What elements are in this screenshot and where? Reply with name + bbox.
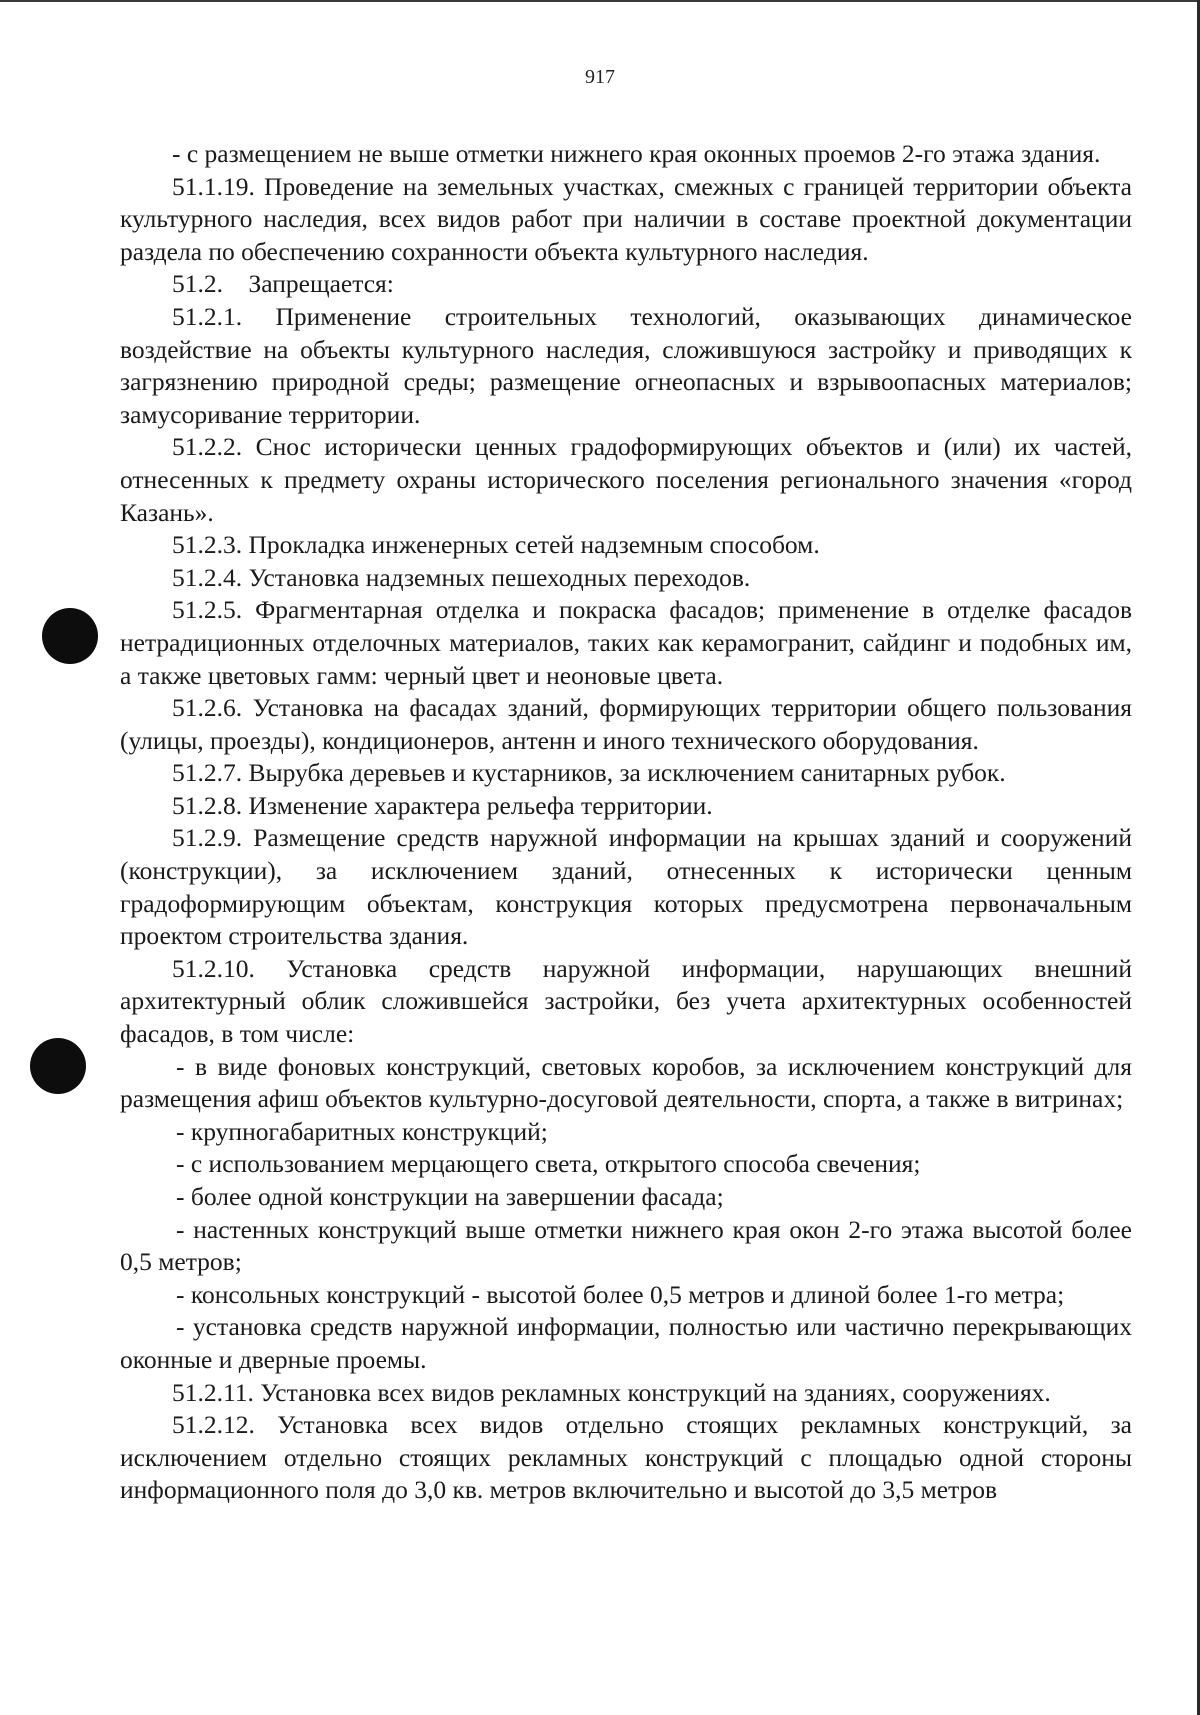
- paragraph: 51.2.9. Размещение средств наружной информации на крышах зданий и сооружений (конструкции), за исключением зданий, отнесенных к исторически ценным градоформирующим объектам, конструкция которых предусмотрена первоначальным проектом строительства здания.: [120, 823, 1132, 951]
- list-item: - настенных конструкций выше отметки нижнего края окон 2-го этажа высотой более 0,5 метров;: [120, 1214, 1132, 1277]
- document-body: [120, 138, 1132, 1507]
- paragraph: 51.2.6. Установка на фасадах зданий, формирующих территории общего пользования (улицы, проезды), кондиционеров, антенн и иного технического оборудования.: [120, 693, 1132, 755]
- paragraph: 51.2.12. Установка всех видов отдельно стоящих рекламных конструкций, за исключением отдельно стоящих рекламных конструкций с площадью одной стороны информационного поля до 3,0 кв. метров включительно и высотой до 3,5 метров: [120, 1410, 1132, 1505]
- paragraph: 51.2.4. Установка надземных пешеходных переходов.: [172, 562, 751, 592]
- paragraph: 51.2. Запрещается:: [172, 269, 394, 299]
- paragraph: 51.2.1. Применение строительных технологий, оказывающих динамическое воздействие на объекты культурного наследия, сложившуюся застройку и приводящих к загрязнению природной среды; размещение огнеопасных и взрывоопасных материалов; замусоривание территории.: [120, 301, 1132, 429]
- paragraph: - с размещением не выше отметки нижнего края оконных проемов 2-го этажа здания.: [172, 139, 1101, 168]
- paragraph: 51.2.5. Фрагментарная отделка и покраска фасадов; применение в отделке фасадов нетрадиционных отделочных материалов, таких как керамогранит, сайдинг и подобных им, а также цветовых гамм: черный цвет и неоновые цвета.: [120, 595, 1132, 690]
- paragraph: 51.2.2. Снос исторически ценных градоформирующих объектов и (или) их частей, отнесенных к предмету охраны исторического поселения регионального значения «город Казань».: [120, 432, 1132, 527]
- paragraph: 51.2.7. Вырубка деревьев и кустарников, за исключением санитарных рубок.: [172, 758, 1006, 788]
- scan-edge-top: [0, 0, 1200, 2]
- punch-hole: [30, 1038, 86, 1094]
- list-item: - установка средств наружной информации, полностью или частично перекрывающих оконные и дверные проемы.: [120, 1312, 1132, 1374]
- paragraph: 51.2.3. Прокладка инженерных сетей надземным способом.: [172, 530, 820, 560]
- punch-hole: [42, 608, 98, 664]
- page-number: 917: [585, 66, 615, 88]
- paragraph: 51.2.8. Изменение характера рельефа территории.: [172, 790, 713, 820]
- paragraph: 51.2.11. Установка всех видов рекламных конструкций на зданиях, сооружениях.: [172, 1377, 1051, 1407]
- list-item: - крупногабаритных конструкций;: [176, 1116, 548, 1146]
- list-item: - более одной конструкции на завершении фасада;: [176, 1182, 724, 1211]
- list-item: - консольных конструкций - высотой более 0,5 метров и длиной более 1-го метра;: [176, 1279, 1065, 1309]
- list-item: - в виде фоновых конструкций, световых коробов, за исключением конструкций для размещения афиш объектов культурно-досуговой деятельности, спорта, а также в витринах;: [120, 1051, 1132, 1114]
- list-item: - с использованием мерцающего света, открытого способа свечения;: [176, 1149, 921, 1179]
- paragraph: 51.1.19. Проведение на земельных участках, смежных с границей территории объекта культурного наследия, всех видов работ при наличии в составе проектной документации раздела по обеспечению сохранности объекта культурного наследия.: [120, 171, 1132, 266]
- paragraph: 51.2.10. Установка средств наружной информации, нарушающих внешний архитектурный облик сложившейся застройки, без учета архитектурных особенностей фасадов, в том числе:: [120, 953, 1132, 1049]
